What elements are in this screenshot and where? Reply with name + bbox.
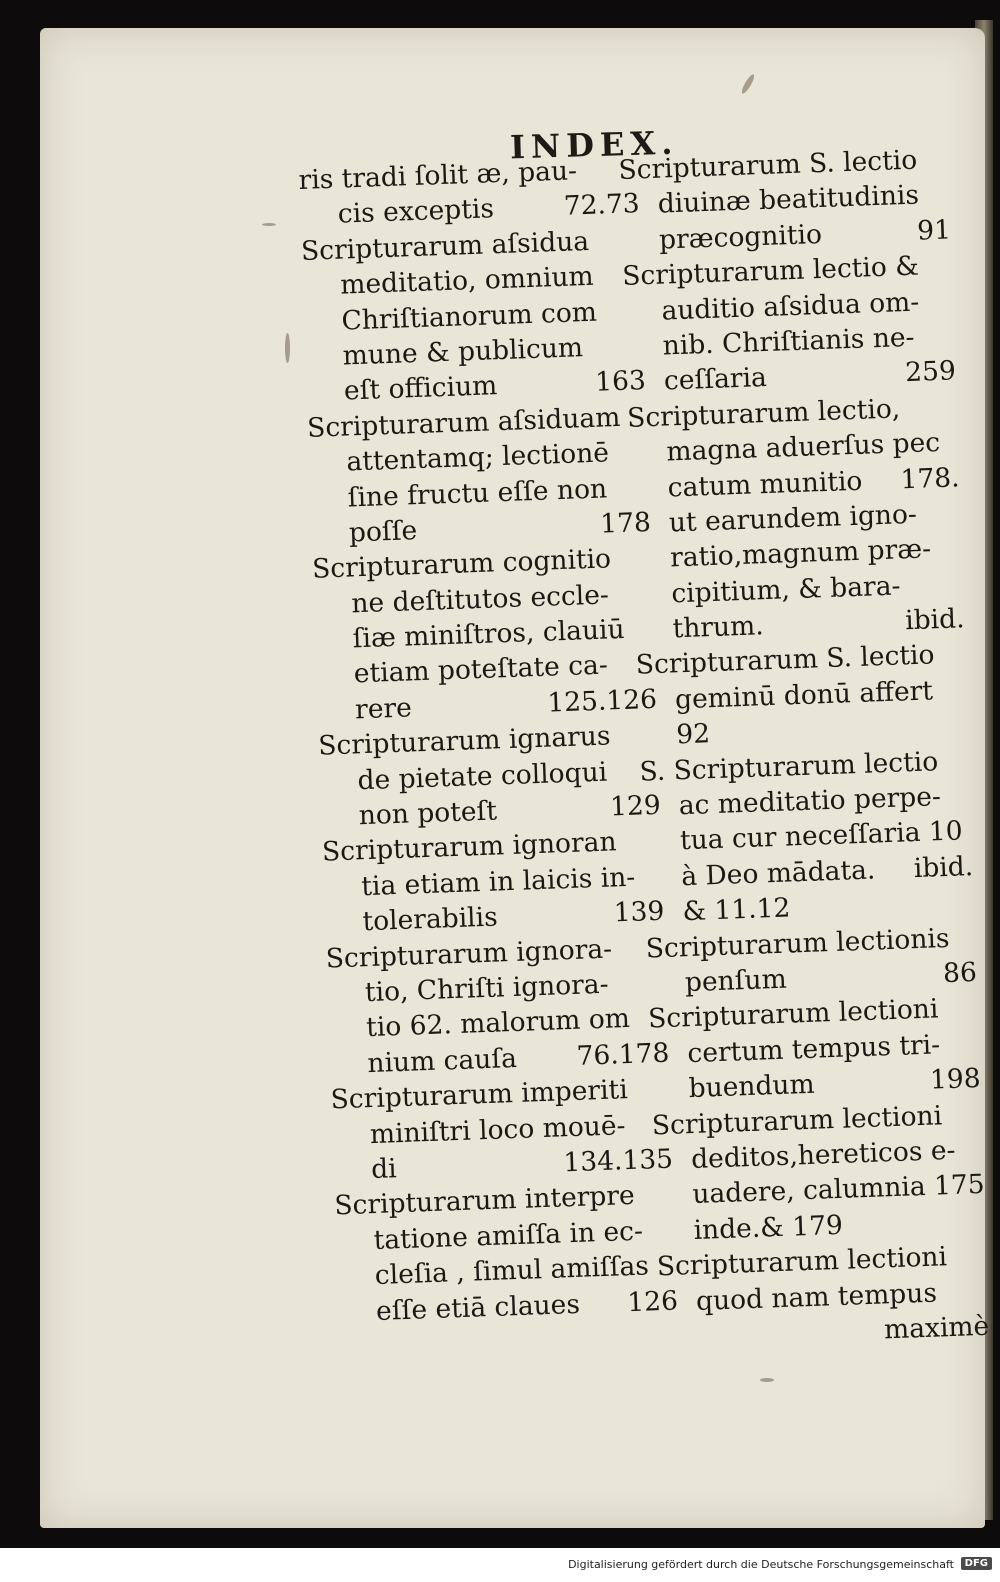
index-entry-text: à Deo mādata. — [680, 854, 876, 893]
index-entry-text: 92 — [675, 718, 711, 751]
index-entry-text: eſt officium — [343, 370, 498, 407]
index-entry-text: & 11.12 — [681, 892, 791, 928]
index-column-right — [618, 141, 990, 1355]
index-entry-text: Scripturarum interpre — [333, 1180, 636, 1222]
paper-speck — [262, 223, 276, 226]
index-entry-text: ceſſaria — [663, 362, 768, 397]
index-entry-text: cipitium, & bara- — [670, 570, 901, 610]
index-entry-text: thrum. — [672, 610, 765, 645]
index-entry-text: ratio,magnum præ- — [669, 533, 932, 574]
index-entry-text: Scripturarum cognitio — [311, 543, 612, 586]
index-entry-text: etiam poteſtate ca- — [353, 649, 609, 690]
index-entry-text: rere — [354, 692, 413, 726]
paper-speck — [760, 1378, 774, 1382]
index-entry-text: Scripturarum imperiti — [330, 1074, 629, 1116]
index-entry-text: di — [370, 1153, 398, 1185]
index-entry-text: non poteſt — [358, 795, 498, 832]
index-entry-text: ſiæ miniſtros, clauiū — [352, 613, 626, 655]
index-entry-text: maximè — [883, 1310, 990, 1346]
index-page-ref: 72.73 — [563, 188, 641, 223]
index-page-ref: 259 — [904, 355, 957, 389]
index-entry-text: auditio aſsidua om- — [660, 286, 920, 327]
index-entry-text: Scripturarum S. lectio — [618, 144, 918, 186]
index-entry-text: Chriſtianorum com — [340, 296, 598, 337]
paper-speck — [285, 333, 290, 363]
index-page-ref: 178 — [599, 506, 652, 540]
index-entry-text: tatione amiſſa in ec- — [373, 1215, 644, 1256]
index-entry-text: buendum — [688, 1068, 816, 1105]
index-entry-text: tolerabilis — [361, 901, 499, 938]
index-page-ref: 91 — [916, 214, 952, 247]
index-entry-text: tia etiam in laicis in- — [360, 861, 636, 903]
index-entry-text: Scripturarum S. lectio — [635, 639, 935, 682]
index-entry-text: quod nam tempus — [695, 1277, 938, 1317]
index-entry-text: ris tradi ſolit æ, pau- — [298, 155, 578, 196]
index-entry-text: certum tempus tri- — [686, 1029, 941, 1069]
index-entry-text: præcognitio — [658, 218, 823, 256]
index-entry-text: Scripturarum lectioni — [647, 993, 939, 1035]
index-entry-text: Scripturarum lectionis — [645, 922, 950, 965]
index-page-ref: 125.126 — [546, 683, 658, 719]
index-entry-text: meditatio, omnium — [339, 260, 595, 301]
index-entry-text: Scripturarum ignoran — [321, 826, 618, 868]
index-entry-text: miniſtri loco mouē- — [369, 1109, 626, 1150]
index-page-ref: 129 — [609, 789, 662, 823]
index-page-ref: ibid. — [913, 850, 974, 884]
index-entry-text: penſum — [684, 963, 788, 999]
footer-credit: Digitalisierung gefördert durch die Deutsche Forschungsgemeinschaft — [568, 1558, 954, 1571]
index-entry-text: nium cauſa — [366, 1042, 518, 1079]
index-entry-text: mune & publicum — [342, 332, 584, 372]
index-page-ref: 134.135 — [562, 1143, 674, 1179]
index-entry-text: Scripturarum aſsidua — [300, 225, 590, 267]
index-entry-text: geminū donū affert — [674, 675, 934, 716]
index-page-ref: 163 — [594, 365, 647, 399]
book-page — [40, 28, 990, 1528]
index-entry-text: tua cur neceſſaria 10 — [679, 815, 964, 857]
index-entry-text: magna aduerſus pec — [665, 427, 941, 468]
index-entry-text: ne deſtitutos eccle- — [350, 579, 610, 620]
index-entry-text: Scripturarum aſsiduam — [306, 401, 621, 444]
index-entry-text: de pietate colloqui — [357, 756, 608, 796]
index-entry-text: uadere, calumnia 175 — [691, 1169, 986, 1211]
index-entry-text: Scripturarum lectio, — [626, 393, 901, 434]
index-page-ref: 126 — [626, 1284, 679, 1318]
paper-speck — [740, 73, 756, 95]
index-entry-text: diuinæ beatitudinis — [657, 179, 920, 221]
index-page-ref: 76.178 — [576, 1037, 670, 1072]
index-entry-text: cleſia , ſimul amiſſas — [374, 1250, 650, 1292]
index-entry-text: ac meditatio perpe- — [678, 781, 942, 822]
index-entry-text: tio, Chriſti ignora- — [364, 968, 610, 1009]
index-entry-text: ut earundem igno- — [668, 498, 918, 539]
index-entry-text: catum munitio — [667, 465, 863, 503]
index-entry-text: Scripturarum ignarus — [317, 720, 611, 762]
page-header: INDEX. — [509, 123, 679, 167]
index-entry-text: inde.& 179 — [693, 1209, 844, 1246]
index-entry-text: eſſe etiā claues — [375, 1288, 581, 1327]
index-page-ref: 198 — [929, 1063, 982, 1096]
index-entry-text: nib. Chriſtianis ne- — [662, 321, 915, 362]
index-entry-text: cis exceptis — [337, 193, 495, 231]
index-entry-text: deditos,hereticos e- — [690, 1134, 956, 1175]
index-entry-text: Scripturarum lectioni — [656, 1241, 948, 1283]
index-page-ref: ibid. — [904, 603, 966, 637]
index-page-ref: 86 — [942, 956, 978, 990]
index-entry-text: attentamq; lectionē — [345, 437, 610, 478]
index-entry-text: Scripturarum lectio & — [621, 250, 920, 293]
index-entry-text: poſſe — [348, 514, 418, 549]
index-entry-text: S. Scripturarum lectio — [639, 745, 939, 788]
index-column-left — [298, 151, 679, 1330]
index-entry-text: tio 62. malorum om — [365, 1003, 631, 1044]
index-entry-text: Scripturarum lectioni — [651, 1099, 943, 1141]
index-page-ref: 178. — [900, 461, 961, 495]
index-page-ref: 139 — [613, 895, 665, 929]
digitization-footer — [0, 1548, 1000, 1582]
index-entry-text: ſine fructu eſſe non — [347, 472, 608, 513]
index-entry-text: Scripturarum ignora- — [325, 933, 613, 975]
dfg-logo: DFG — [961, 1557, 992, 1570]
